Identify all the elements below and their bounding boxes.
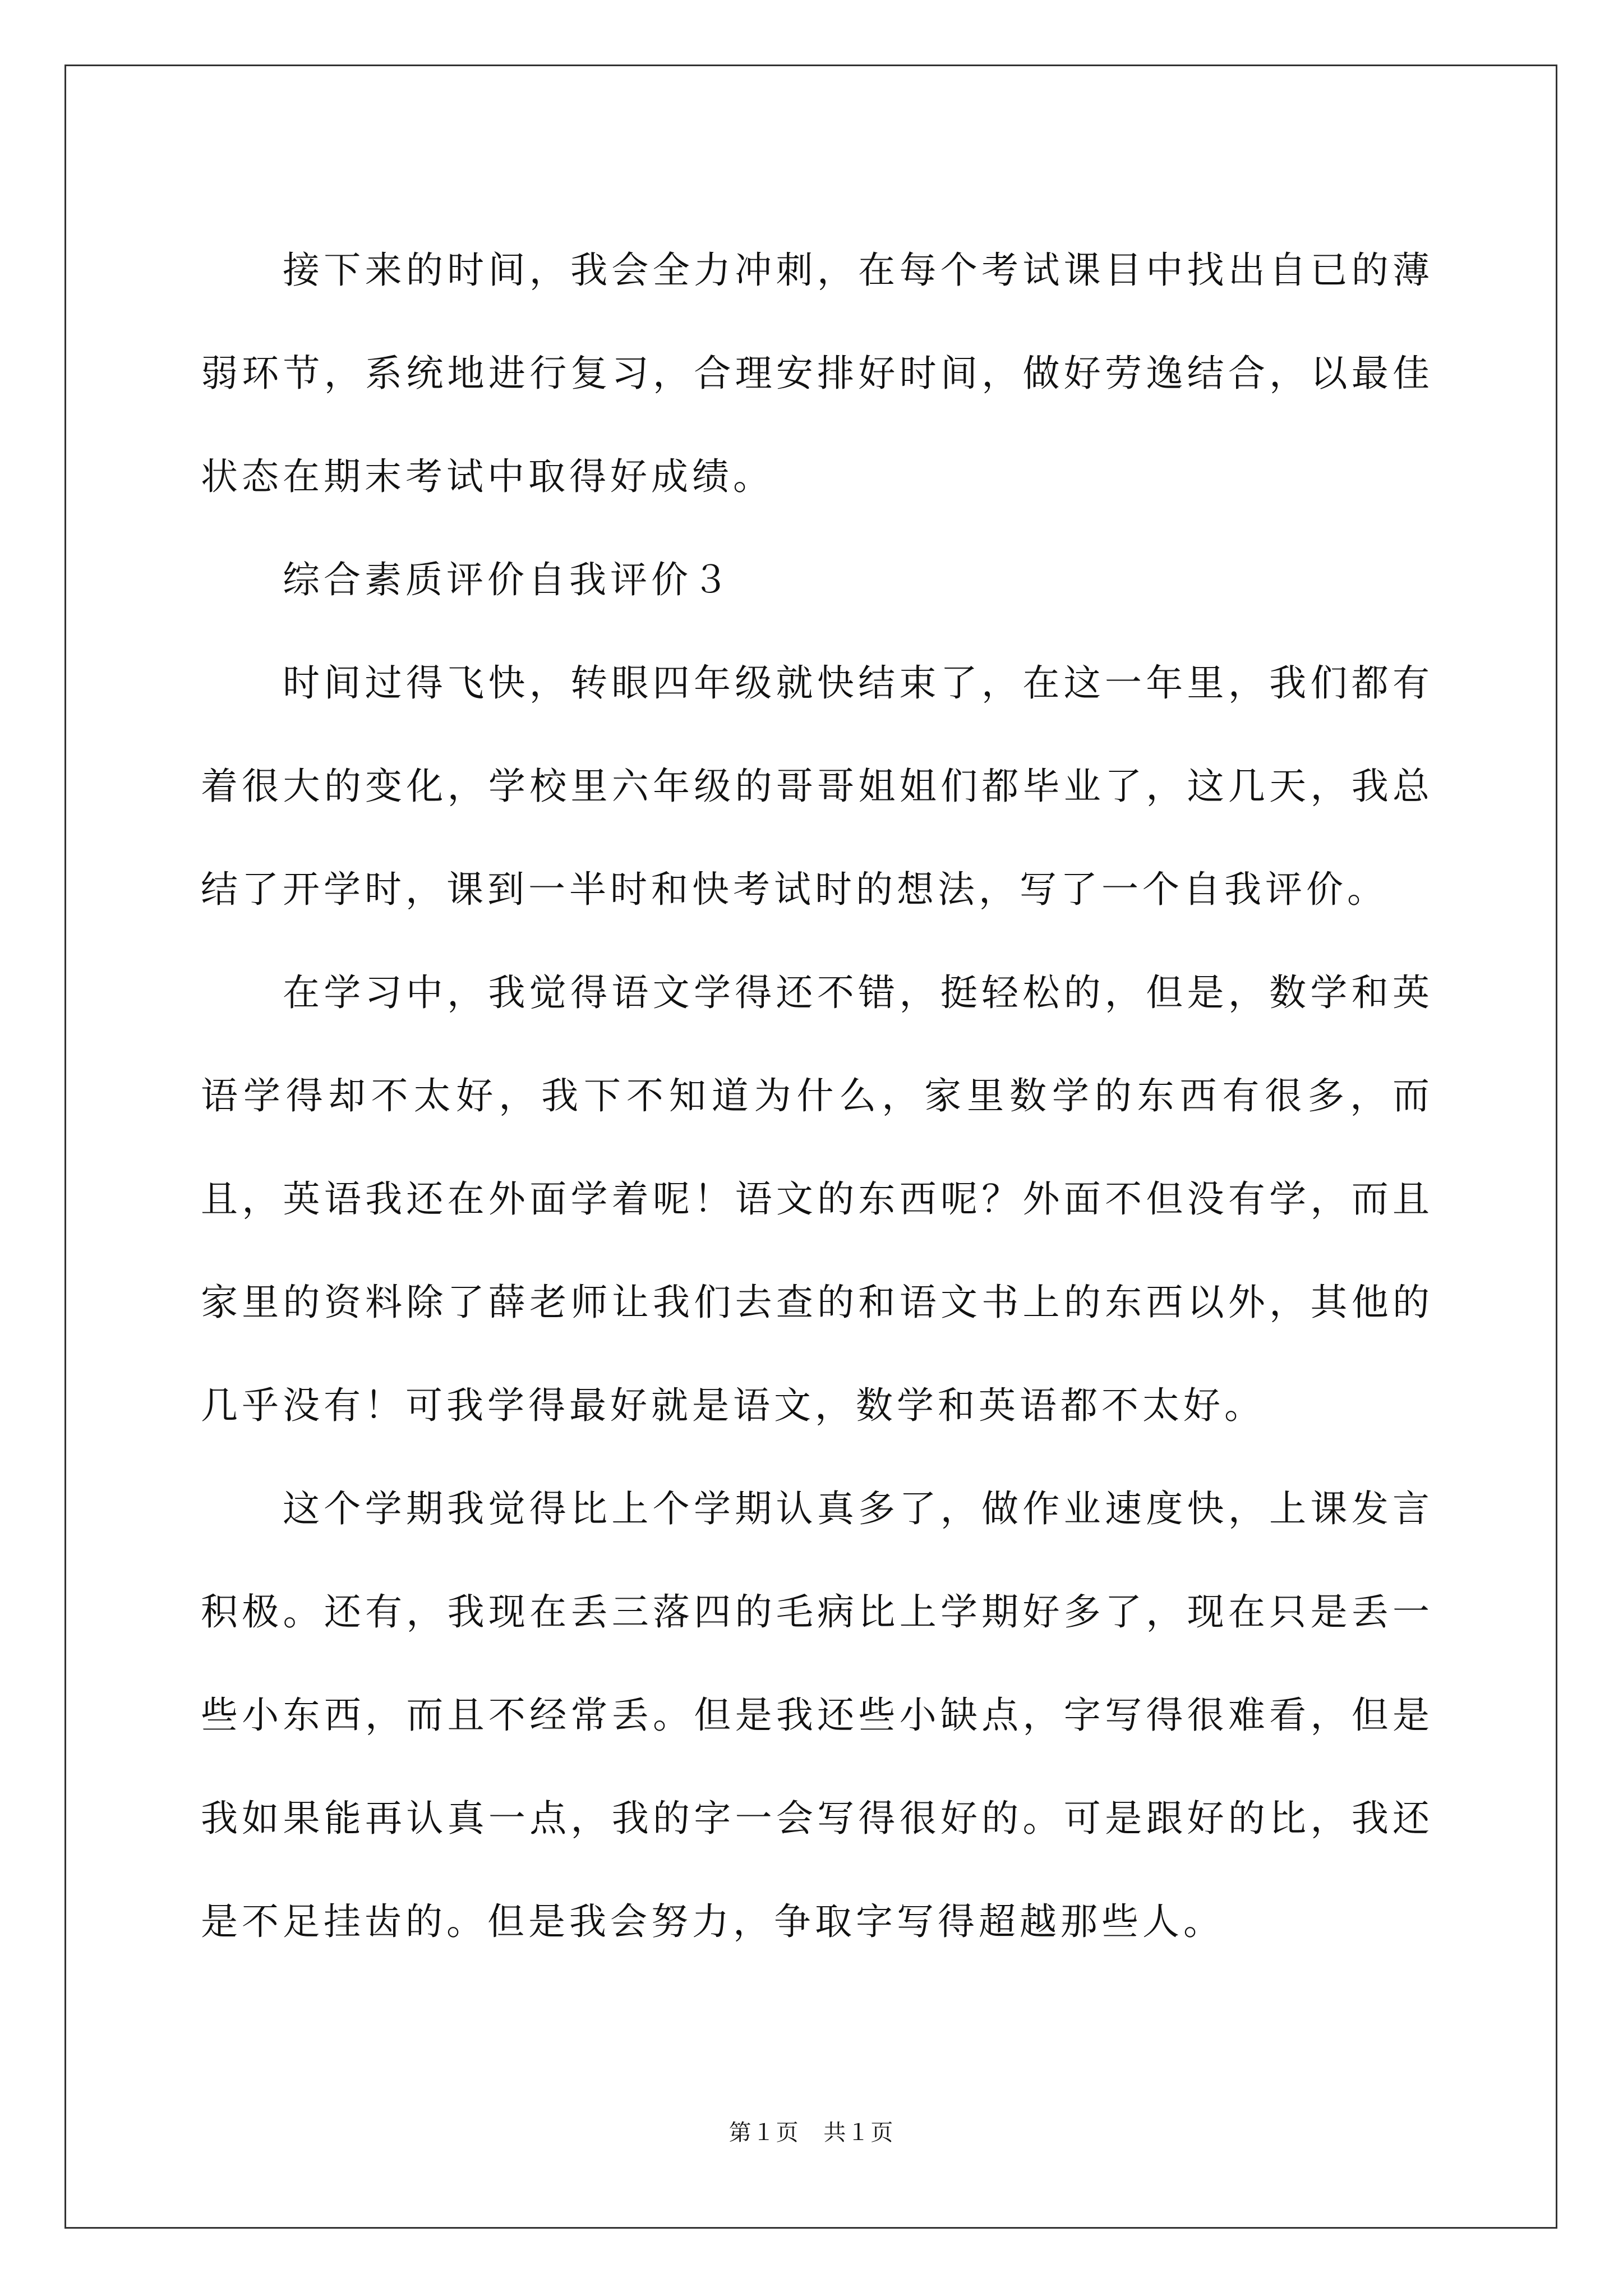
paragraph-1: 接下来的时间，我会全力冲刺，在每个考试课目中找出自已的薄弱环节，系统地进行复习，合理安排好时间，做好劳逸结合，以最佳状态在期末考试中取得好成绩。 — [201, 249, 1433, 498]
paragraph-3: 在学习中，我觉得语文学得还不错，挺轻松的，但是，数学和英语学得却不太好，我下不知道为什么，家里数学的东西有很多，而且，英语我还在外面学着呢！语文的东西呢？外面不但没有学，而且家里的资料除了薛老师让我们去查的和语文书上的东西以外，其他的几乎没有！可我学得最好就是语文，数学和英语都不太好。 — [201, 971, 1433, 1427]
page-footer — [0, 2115, 1623, 2147]
paragraph-2: 时间过得飞快，转眼四年级就快结束了，在这一年里，我们都有着很大的变化，学校里六年级的哥哥姐姐们都毕业了，这几天，我总结了开学时，课到一半时和快考试时的想法，写了一个自我评价。 — [201, 661, 1433, 911]
paragraph-4: 这个学期我觉得比上个学期认真多了，做作业速度快，上课发言积极。还有，我现在丢三落四的毛病比上学期好多了，现在只是丢一些小东西，而且不经常丢。但是我还些小缺点，字写得很难看，但是我如果能再认真一点，我的字一会写得很好的。可是跟好的比，我还是不足挂齿的。但是我会努力，争取字写得超越那些人。 — [201, 1487, 1433, 1943]
section-heading: 综合素质评价自我评价３ — [283, 558, 733, 601]
page-number-current: 第１页 — [728, 2120, 800, 2146]
document-body — [201, 219, 1433, 1973]
page-number-total: 共１页 — [823, 2120, 895, 2146]
